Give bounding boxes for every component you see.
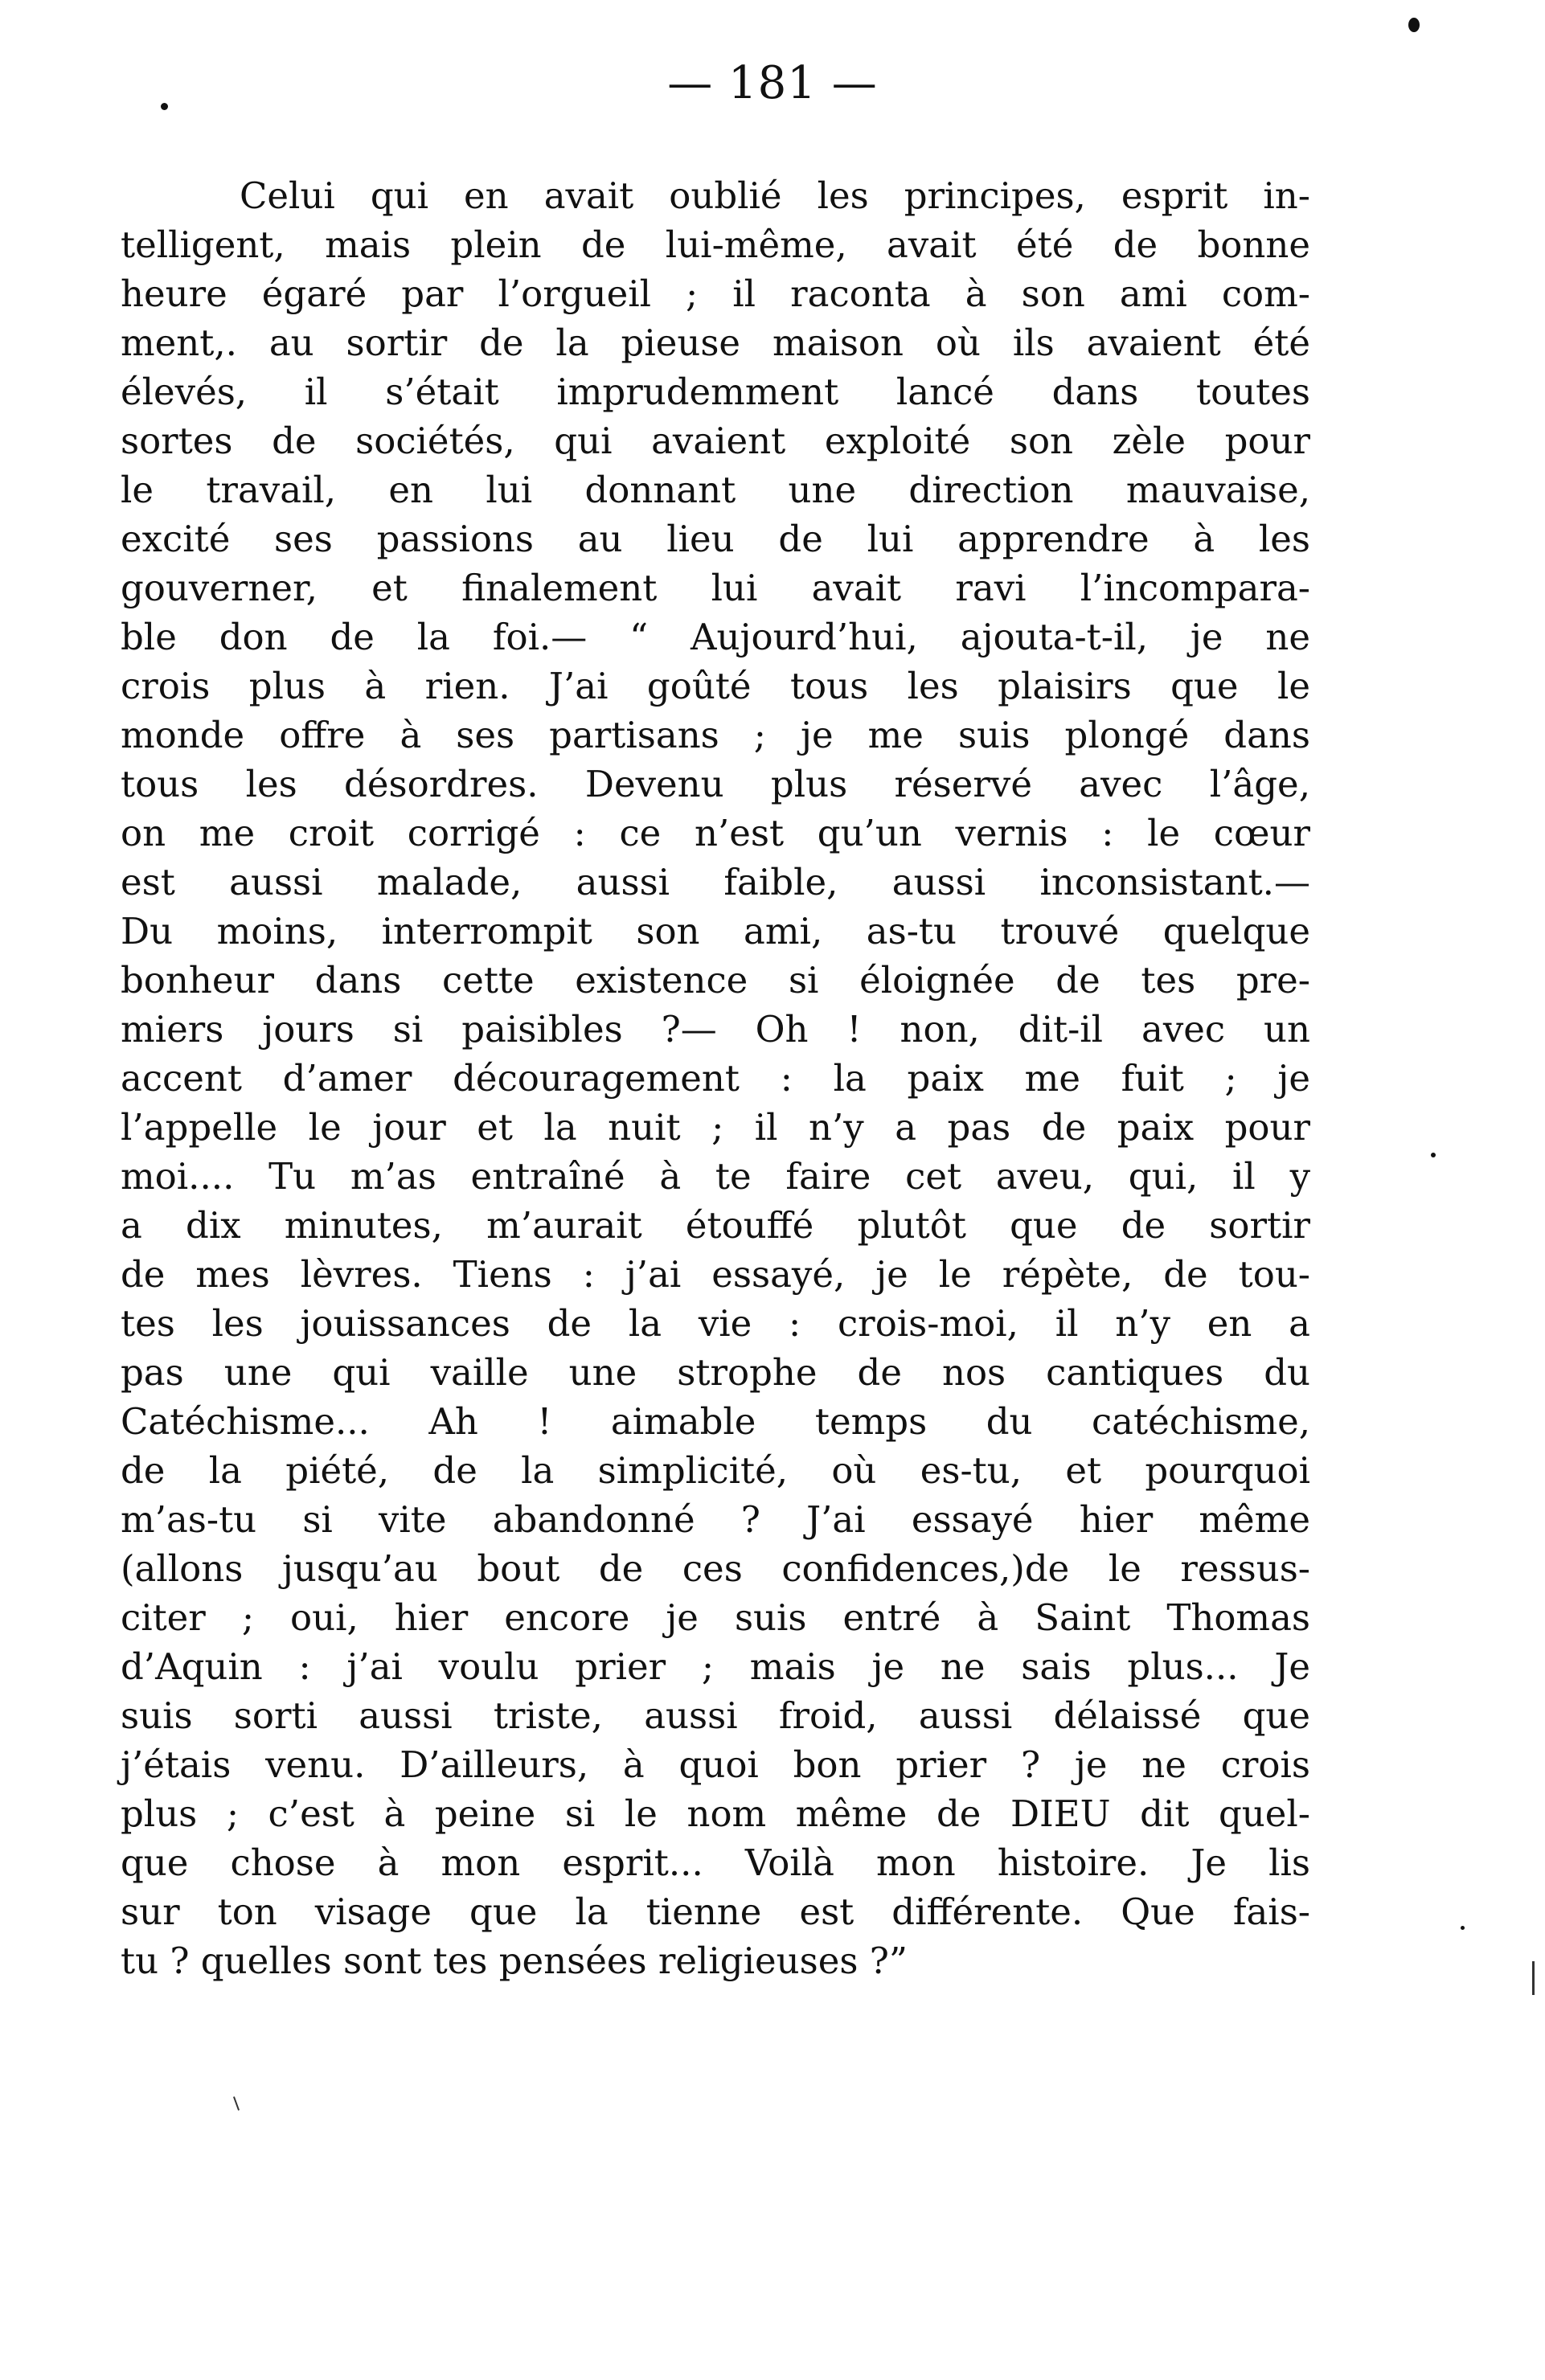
text-line: accent d’amer découragement : la paix me fuit ; je (121, 1057, 1310, 1100)
body-text (121, 171, 1310, 1985)
ink-speck (1431, 1153, 1436, 1157)
text-line: gouverner, et finalement lui avait ravi l’incompara- (121, 567, 1310, 609)
text-line: heure égaré par l’orgueil ; il raconta à son ami com- (121, 272, 1310, 315)
ink-speck (1461, 1926, 1465, 1930)
text-line: pas une qui vaille une strophe de nos cantiques du (121, 1351, 1310, 1394)
text-line: moi.... Tu m’as entraîné à te faire cet aveu, qui, il y (121, 1155, 1310, 1198)
text-line: m’as-tu si vite abandonné ? J’ai essayé hier même (121, 1498, 1310, 1541)
text-line: Celui qui en avait oublié les principes, esprit in- (240, 174, 1310, 217)
text-line: a dix minutes, m’aurait étouffé plutôt que de sortir (121, 1204, 1310, 1247)
text-line: excité ses passions au lieu de lui apprendre à les (121, 518, 1310, 560)
text-line: sur ton visage que la tienne est différente. Que fais- (121, 1890, 1310, 1933)
text-line: le travail, en lui donnant une direction mauvaise, (121, 469, 1310, 511)
text-line: miers jours si paisibles ?— Oh ! non, dit-il avec un (121, 1008, 1310, 1051)
scan-mark (233, 2096, 240, 2111)
ink-speck (1408, 18, 1420, 32)
text-line: l’appelle le jour et la nuit ; il n’y a pas de paix pour (121, 1106, 1310, 1149)
text-line: Du moins, interrompit son ami, as-tu trouvé quelque (121, 910, 1310, 952)
text-line: que chose à mon esprit... Voilà mon histoire. Je lis (121, 1841, 1310, 1884)
text-line: tu ? quelles sont tes pensées religieuses ?” (121, 1940, 908, 1982)
text-line: tous les désordres. Devenu plus réservé avec l’âge, (121, 763, 1310, 805)
text-line: crois plus à rien. J’ai goûté tous les plaisirs que le (121, 665, 1310, 707)
text-line: d’Aquin : j’ai voulu prier ; mais je ne sais plus... Je (121, 1645, 1310, 1688)
text-line: plus ; c’est à peine si le nom même de DIEU dit quel- (121, 1792, 1310, 1835)
text-line: est aussi malade, aussi faible, aussi inconsistant.— (121, 861, 1310, 903)
text-line: citer ; oui, hier encore je suis entré à Saint Thomas (121, 1596, 1310, 1639)
text-line: sortes de sociétés, qui avaient exploité son zèle pour (121, 420, 1310, 462)
text-line: (allons jusqu’au bout de ces confidences,)de le ressus- (121, 1547, 1310, 1590)
text-line: monde offre à ses partisans ; je me suis plongé dans (121, 714, 1310, 756)
page-number: — 181 — (667, 57, 878, 109)
text-line: de la piété, de la simplicité, où es-tu, et pourquoi (121, 1449, 1310, 1492)
text-line: telligent, mais plein de lui-même, avait été de bonne (121, 223, 1310, 266)
text-line: tes les jouissances de la vie : crois-moi, il n’y en a (121, 1302, 1310, 1345)
scan-mark (1532, 1961, 1535, 1995)
text-line: de mes lèvres. Tiens : j’ai essayé, je le répète, de tou- (121, 1253, 1310, 1296)
text-line: ble don de la foi.— “ Aujourd’hui, ajouta-t-il, je ne (121, 616, 1310, 658)
text-line: élevés, il s’était imprudemment lancé dans toutes (121, 371, 1310, 413)
text-line: j’étais venu. D’ailleurs, à quoi bon prier ? je ne crois (121, 1743, 1310, 1786)
text-line: on me croit corrigé : ce n’est qu’un vernis : le cœur (121, 812, 1310, 854)
text-line: bonheur dans cette existence si éloignée de tes pre- (121, 959, 1310, 1002)
text-line: Catéchisme... Ah ! aimable temps du catéchisme, (121, 1400, 1310, 1443)
text-line: ment,. au sortir de la pieuse maison où ils avaient été (121, 322, 1310, 364)
text-line: suis sorti aussi triste, aussi froid, aussi délaissé que (121, 1694, 1310, 1737)
